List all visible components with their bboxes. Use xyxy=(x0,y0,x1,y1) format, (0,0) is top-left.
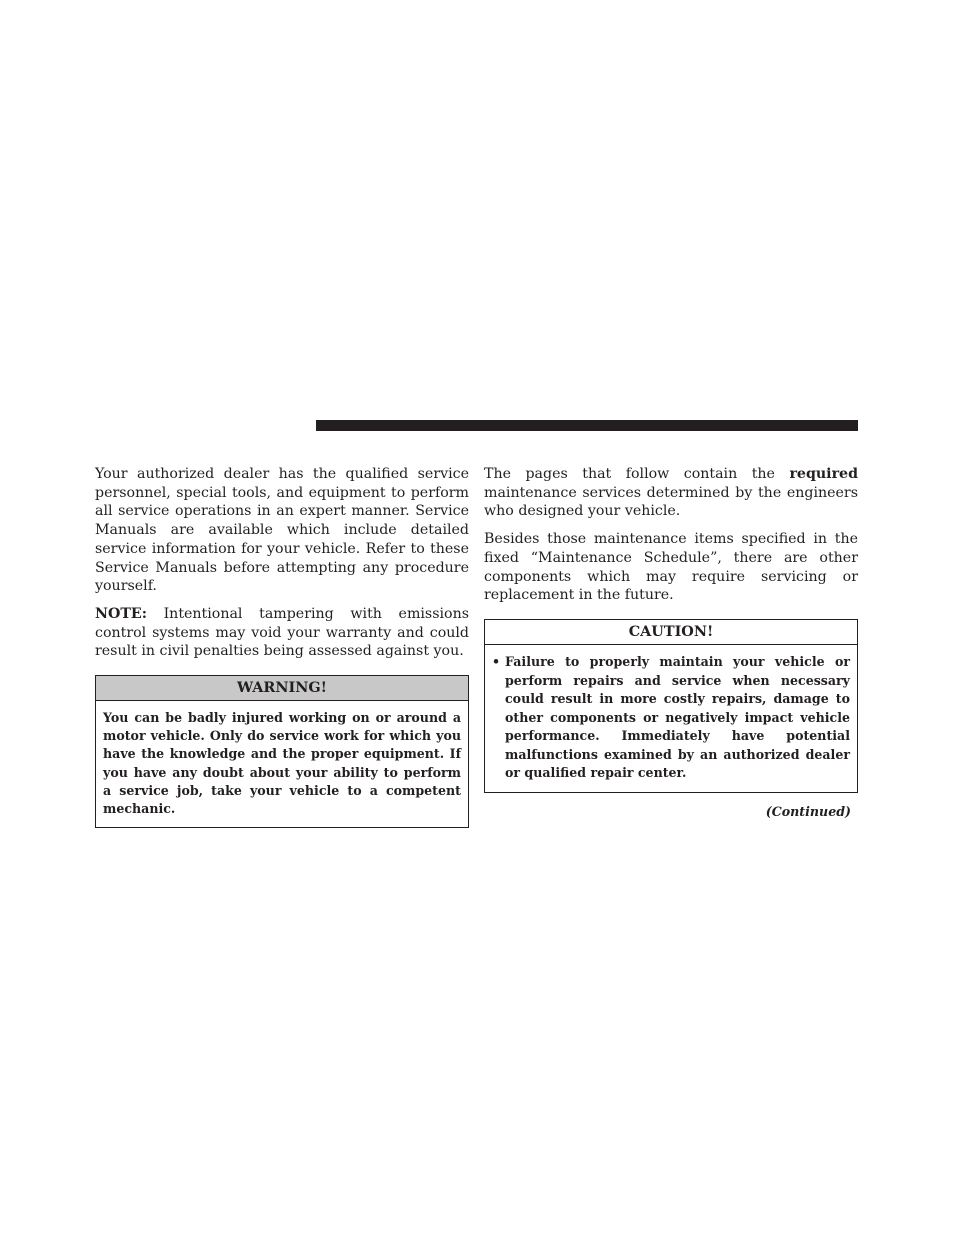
required-bold: required xyxy=(789,466,858,482)
caution-bullet-item xyxy=(492,653,850,783)
note-label: NOTE: xyxy=(95,605,147,622)
caution-title: CAUTION! xyxy=(485,620,857,645)
caution-text: Failure to properly maintain your vehicle or perform repairs and service when necessary could result in more costly repairs, damage to other components or negatively impact vehicle performance. Immediately have potential malfunctions examined by an authorized dealer or qualified repair center. xyxy=(505,653,850,781)
required-post: maintenance services determined by the engineers who designed your vehicle. xyxy=(484,484,858,520)
header-rule xyxy=(316,420,858,431)
warning-text: You can be badly injured working on or around a motor vehicle. Only do service work for which you have the knowledge and the proper equipment. If you have any doubt about your ability to perform a service job, take your vehicle to a competent mechanic. xyxy=(103,710,461,817)
note-paragraph xyxy=(95,605,469,661)
note-text: Intentional tampering with emissions control systems may void your warranty and could result in civil penalties being assessed against you. xyxy=(95,605,469,660)
right-column xyxy=(484,465,858,819)
left-column xyxy=(95,465,469,828)
required-pre: The pages that follow contain the xyxy=(484,466,790,482)
required-paragraph xyxy=(484,465,858,521)
intro-paragraph: Your authorized dealer has the qualified service personnel, special tools, and equipment to perform all service operations in an expert manner. Service Manuals are available which include detailed service information for your vehicle. Refer to these Service Manuals before attempting any procedure yourself. xyxy=(95,466,469,595)
bullet-icon: • xyxy=(492,653,501,669)
continued-label: (Continued) xyxy=(765,804,851,820)
warning-box xyxy=(95,675,469,828)
caution-box xyxy=(484,619,858,793)
caution-body xyxy=(485,645,857,792)
warning-title: WARNING! xyxy=(96,676,468,701)
besides-paragraph: Besides those maintenance items specified in the fixed “Maintenance Schedule”, there are other components which may require servicing or replacement in the future. xyxy=(484,531,858,604)
